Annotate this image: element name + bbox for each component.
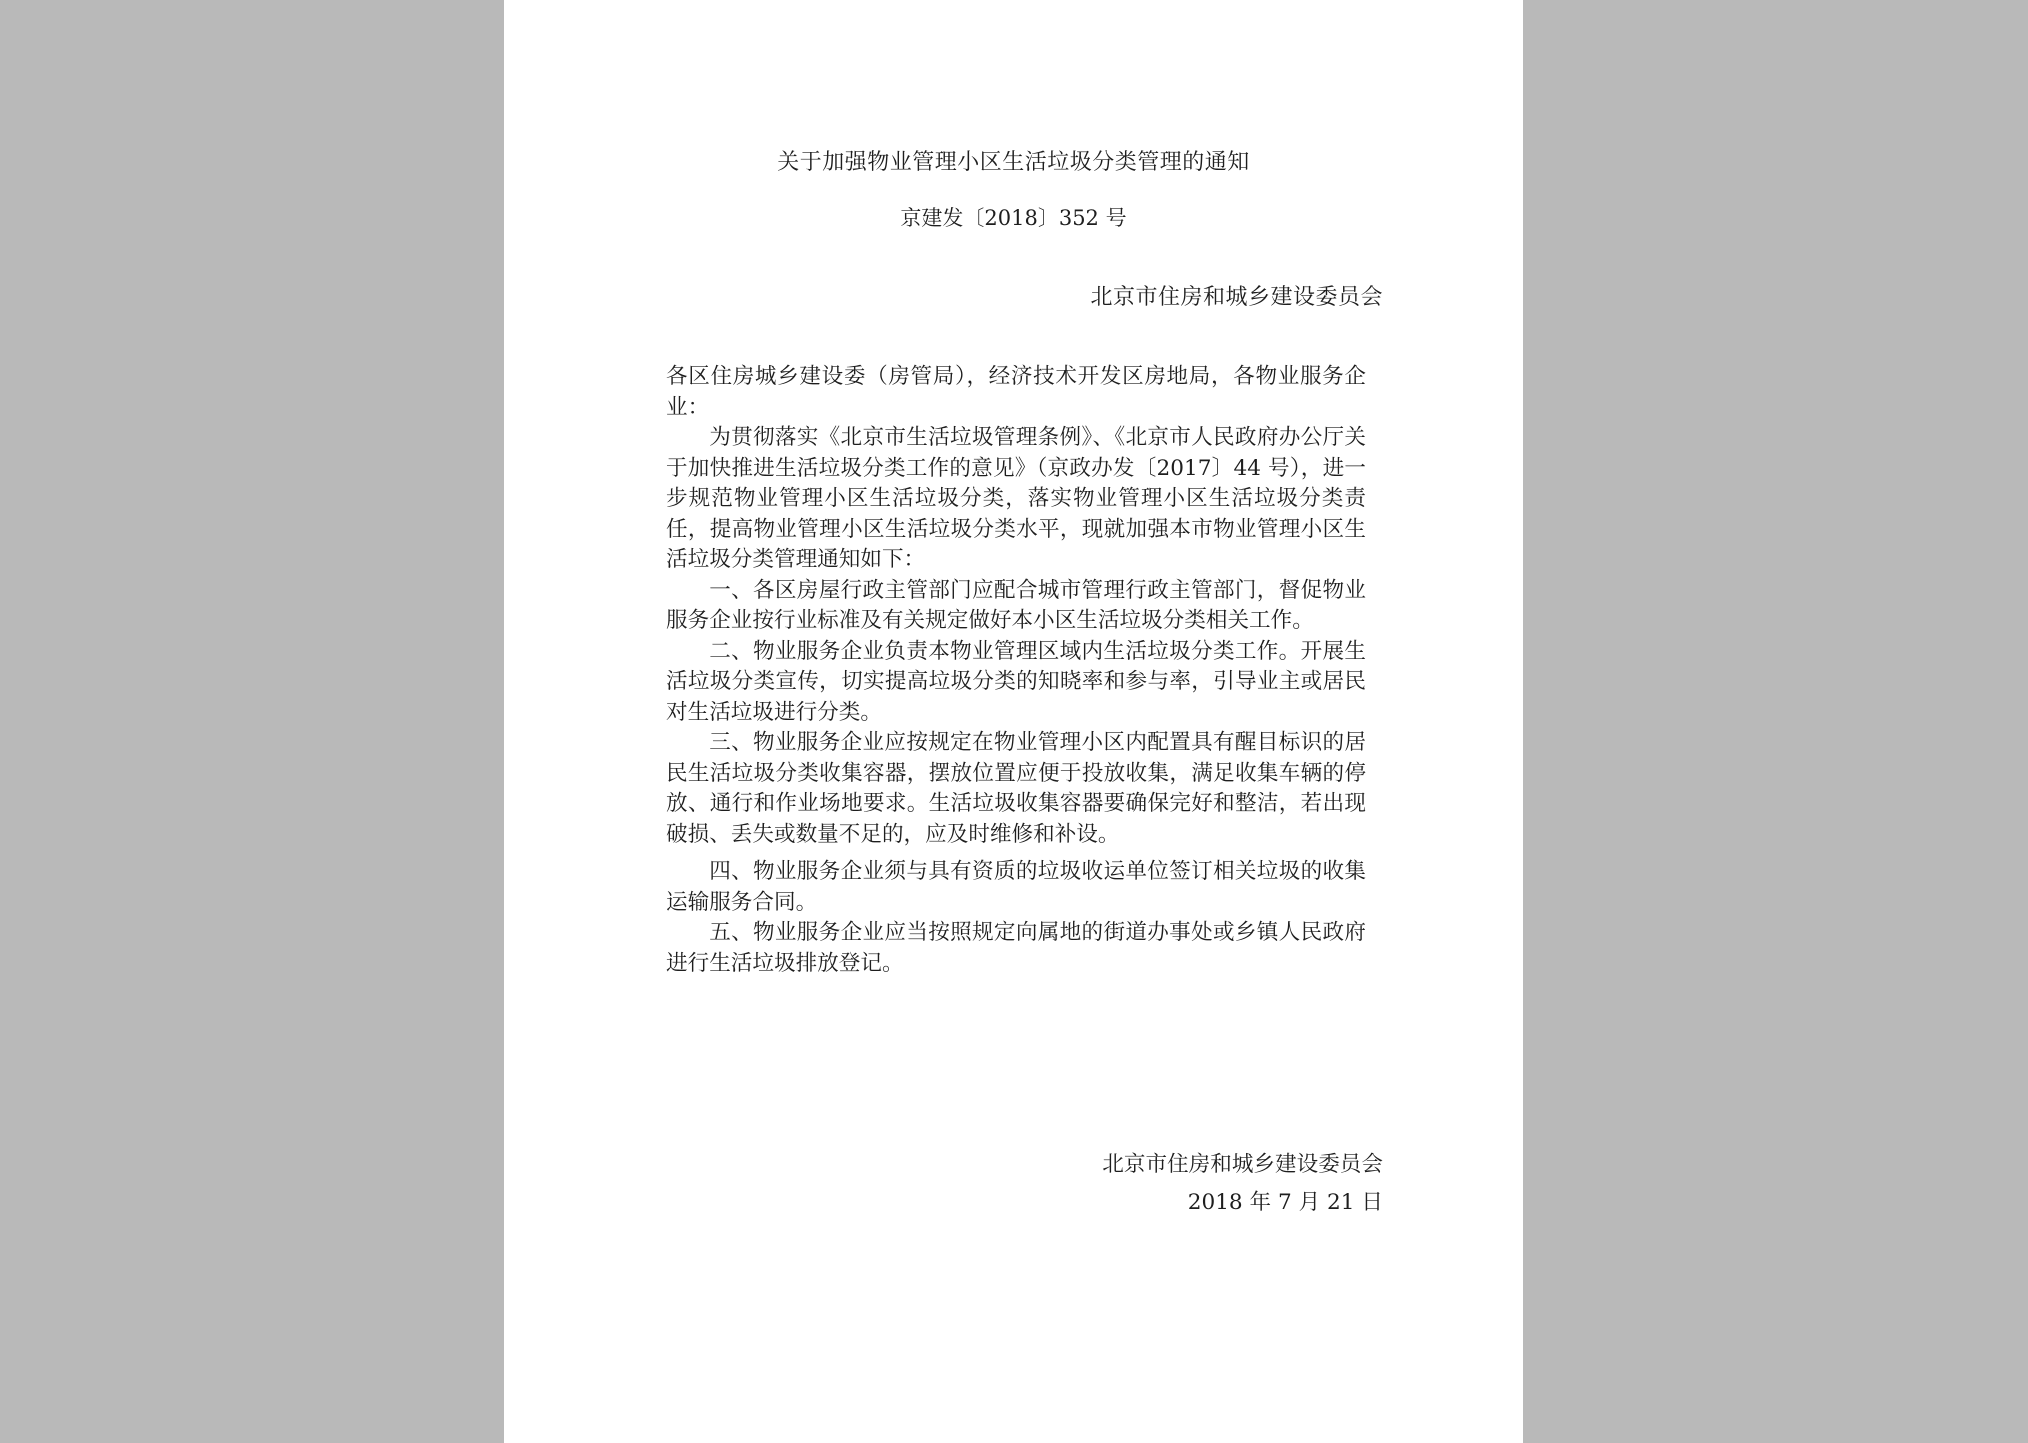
document-number: 京建发〔2018〕352 号	[900, 206, 1127, 230]
signature-date: 2018 年 7 月 21 日	[1187, 1190, 1383, 1215]
document-page	[504, 0, 1523, 1443]
issuer-name: 北京市住房和城乡建设委员会	[1090, 285, 1383, 310]
signature-org: 北京市住房和城乡建设委员会	[1102, 1152, 1383, 1177]
paragraph-item-4: 四、物业服务企业须与具有资质的垃圾收运单位签订相关垃圾的收集运输服务合同。	[666, 859, 1366, 915]
paragraph-preamble: 为贯彻落实《北京市生活垃圾管理条例》、《北京市人民政府办公厅关于加快推进生活垃圾分类工作的意见》（京政办发〔2017〕44 号），进一步规范物业管理小区生活垃圾分类，落实物业管理小区生活垃圾分类责任，提高物业管理小区生活垃圾分类水平，现就加强本市物业管理小区生活垃圾分类管理通知如下：	[666, 425, 1366, 572]
paragraph-item-5: 五、物业服务企业应当按照规定向属地的街道办事处或乡镇人民政府进行生活垃圾排放登记。	[666, 920, 1366, 976]
paragraph-item-3: 三、物业服务企业应按规定在物业管理小区内配置具有醒目标识的居民生活垃圾分类收集容器，摆放位置应便于投放收集，满足收集车辆的停放、通行和作业场地要求。生活垃圾收集容器要确保完好和整洁，若出现破损、丢失或数量不足的，应及时维修和补设。	[666, 730, 1366, 847]
document-body	[666, 362, 1366, 979]
document-title: 关于加强物业管理小区生活垃圾分类管理的通知	[777, 150, 1250, 175]
paragraph-item-1: 一、各区房屋行政主管部门应配合城市管理行政主管部门，督促物业服务企业按行业标准及有关规定做好本小区生活垃圾分类相关工作。	[666, 577, 1366, 633]
signature-block	[1102, 1146, 1383, 1222]
salutation: 各区住房城乡建设委（房管局），经济技术开发区房地局，各物业服务企业：	[666, 364, 1366, 420]
paragraph-item-2: 二、物业服务企业负责本物业管理区域内生活垃圾分类工作。开展生活垃圾分类宣传，切实提高垃圾分类的知晓率和参与率，引导业主或居民对生活垃圾进行分类。	[666, 638, 1366, 725]
